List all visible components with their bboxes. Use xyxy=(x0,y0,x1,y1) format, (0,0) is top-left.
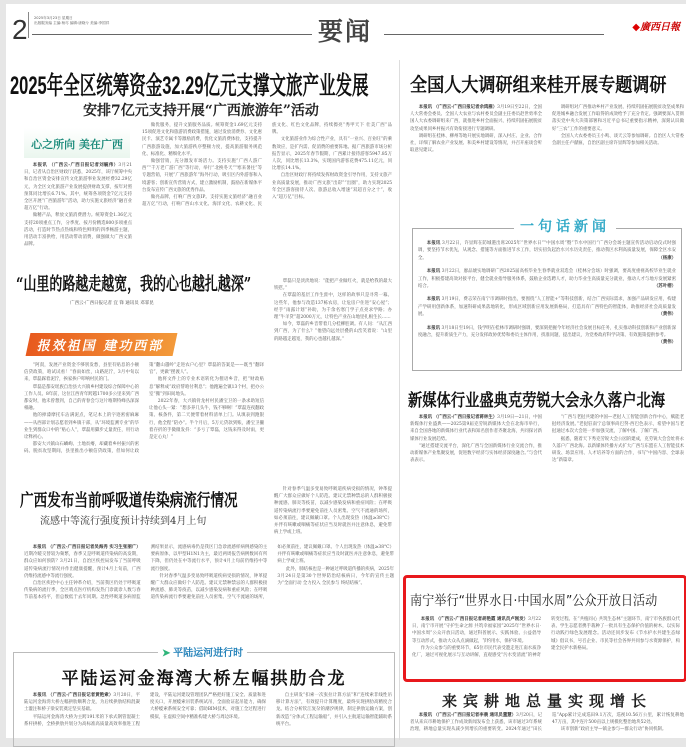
subheadline-lead: 安排7亿元支持开展“广西旅游年”活动 xyxy=(83,103,319,119)
story2-body-lower: “阿叔，发展产业资金不够别发愁，县里有贴息的小额信贷政策，咱试试看！”春雨如丝，山路泥泞，3月中旬以来，覃磊踩着泥泞，挨家挨户叩响村民的门。 覃磊是都安瑶族自治县大兴镇乡村建设综合保障中心的工作人员。8年前，这位江西青年跨越1700多公里来到广西都安时，他未曾想到，自己的青春会与这片喀斯特峰丛深深相融。 他的掉漆摩托车沾满泥点，笔记本上的字迹密密麻麻——从西部计划志愿者到乡镇干部，从“环境监测专业”的毕业生到群众口中的“贴心人”，覃磊用脚步丈量责任，用行动诠释初心。 都安大兴镇山石嶙峋、土地贫瘠，却藏着乡村振兴的密码。脱贫攻坚期间，县里推出小额信贷政策，但如何让政策“翻山越岭”走进农户心里？覃磊的答案是——既当“翻译官”，更做“摆渡人”。 他将文件上的专业术语转化为俚语乡音，把“财政贴息”解释成“政府帮咱付利息”；他跑遍全镇13个村，把办公室“搬”到田间地头。 2022年春，大兴镇骨龙村村民潘宝卫的一条求助短信让他心头一紧：“想多养几头牛，钱不够啊！”覃磊连夜翻政策、核条件，第二天便带着材料清单上门。从填表到跑银行，他全程“陪办”。半个月后，5万元贷款到账，潘宝卫攥着存折的手微微发抖：“多亏了覃磊，这钱来得及时雨，更是定心丸！” xyxy=(24,363,264,455)
briefs-title: 一句话新闻 xyxy=(514,216,616,236)
column-divider xyxy=(399,60,400,740)
water-day-body: 本报讯 （广西云-广西日报记者胡艳霞 通讯员卢刚发）3月22日，南宁市开展“守护生命之源 共筑幸福家园”2025年“世界水日·中国水周”公众开放日活动，通过科普展示、实践体验、公益倡导等互动形式，推动大众从点滴做起，节约用水，保护环境。 作为公众参与的重要环节，65位市民代表受邀走进江南水质净化厂，通过可视化展示与互动讲解，直观感受“污水变清流”的神奇转变过程。在“共植同心 共筑生态林”主题环节，南宁市各族群众代表、学生志愿者携手栽种了一批具有生态保护价值的树木，以实际行动践行绿色发展理念。活动还同步发布《节水护水共建生态绿城》倡议书，号召企业、市民等社会各界共同参与水资源保护，构建全民护水新格局。 xyxy=(412,617,680,659)
brief-item: 本报讯 3月19日，费志荣在南宁市调研时指出，要围绕“人工智能+”等科技创新，结合广西实际需求，加强产品研发应用，构建产学研用创新体系，加速科研成果落地转化，形成区域创新应用发展新格局，打造具有广西特色的智能体，助推经济社会高质量发展。 （黄伟） xyxy=(418,297,676,318)
brief-item: 本报讯 3月22日，廖品琥实地调研广西2025届高校毕业生春季就业双选会（桂林分会场）时强调，要高度重视高校毕业生就业工作，积极搭建高效对接平台，健全就业指导服务体系，鼓励企业选聘人才，助力毕业生高质量充分就业，推动人才与地方发展紧密结合。 （苏叶榕） xyxy=(418,269,676,290)
headline-laibin: 来宾耕地总量实现增长 xyxy=(441,692,652,710)
canal-logo-icon: ➤ xyxy=(162,648,171,659)
subheadline-story3: 流感中等流行强度预计持续到4月上旬 xyxy=(40,516,207,527)
headline-canal: 平陆运河金海湾大桥左幅拱肋合龙 xyxy=(61,669,347,689)
campaign-banner: 报效祖国 建功西部 xyxy=(26,333,177,356)
story3-col3-top: 针对春季气温多变易致呼吸道疾病受损的情况，钟革提醒广大群众应做好个人防范。建议无禁种禁忌的人群积极接种流感、肺炎等疫苗，以减少感染发病和重症风险；在呼吸道传染病流行季要避免前往人员密集、空气不流通的场所，如必须前往，建议佩戴口罩。个人出现发热（体温≥38°C）并伴有咳嗽或咽痛等症状应当及时就医并注意休息，避免带病上学或上班。 xyxy=(274,487,392,536)
canal-body: 本报讯 （广西云-广西日报记者黄艳索）3月20日，平陆运河金海湾大桥左幅拱肋顺利合龙，为后续拱肋结构混凝土灌注和桥子梁安装奠定坚实基础。 平陆运河金海湾大桥为主跨191米的下承式钢管混凝土系杆拱桥，全桥拱肋共划分为高标准高质量高效率推进工程建设，平陆运河建设管理团队严格把好施工安全、质量和进度关口，开展缆索吊装系统试吊，全面验证起吊能力，确保大桥缆索系统安全可靠；借助BIM技术，对施工全过程进行模拟，在虚拟空间中精准构建大桥与周边环境。 自主研发“扣索一次张拉计算方法”和“连续索非线性吊移计算方法”，有效提升计算精度，最终实现拱肋高精度合龙。结合分析钦江复杂的潮汐规律，制定拱肋运输方案，创新改造“分体式工程运输船”，并引入主航道运输智能辅助系统平台。 xyxy=(24,693,392,727)
newspaper-logo: ◆廣西日報 xyxy=(632,22,680,33)
headline-media: 新媒体行业盛典克劳锐大会永久落户北海 xyxy=(408,391,666,411)
brief-item: 本报讯 3月22日，许显辉在防城港出席2025年“世界水日”“中国水周”暨“节水中国行”广西分会场主题宣传活动启动仪式时强调，要坚持节水优先，从观念、措施等方面推进节水工作，切实扭负起治水兴水历史责任，推动我区水利高质量发展，保障全区水安全。 （杨康） xyxy=(418,241,676,261)
editors: 出版服务编 主编:杨尽 编辑:唐晓兮 美编:李国祥 xyxy=(34,21,110,25)
header-meta xyxy=(34,16,109,26)
briefs-list xyxy=(418,240,676,347)
headline-lead: 2025年全区统筹资金32.29亿元支撑文旅产业发展 xyxy=(10,72,369,100)
section-title: 要闻 xyxy=(318,17,373,46)
byline-story2: 广西云-广西日报记者 宜 锋 通讯员 邓霏昆 xyxy=(70,301,154,306)
story2-col3: 覃磊只是淡淡地说：“能把产业做红火，就是给我的最大铁慰。” 在覃磊的基层工作生涯中，这样的故事只是寻常一幕。这些年，他参与改造137栋农房，让危房户住进“安心屋”；经手“雨露计划”补助，为千余名寒门学子点亮求学路；办理“牛羊贷”超2000万元，让特色产业在山地里扎根生长…… 如今，覃磊的乡音带着几分桂柳腔调。有人问：“从江西到广西，为了什么？”他望向远处层叠的山峦笑着说：“山里的路越走越宽，我的心也越扎越深。” xyxy=(274,279,392,342)
divider xyxy=(28,12,29,38)
newspaper-page xyxy=(6,4,686,738)
header-rule xyxy=(32,34,312,35)
brief-item: 本报讯 3月18日至19日，钱学明在桂林市调研时强调，要深刻把握今年经济社会发展目标任务，扎实推动科技创新和产业创新深度融合，提升新质生产力，充分发挥政协优势和委员主体作用，找准问题，提出建议，为党委政府科学决策、有效施策提供参考。 （黄伟） xyxy=(418,325,676,346)
headline-story3: 广西发布当前呼吸道传染病流行情况 xyxy=(20,491,238,511)
canal-banner: ➤ 平陆运河进行时 xyxy=(158,644,247,659)
story3-body: 本报讯 （广西云-广西日报记者吴海秀 实习生张丽广）近期冷暖交替较为频繁，春季又是呼吸道传染病的高发期，群众应如何预防？3月21日，自治区疾控局发布了当前呼吸道传染病流行情况并作出健康提醒，预计4月上旬前，广西仍维持流感中等流行强度。 自治区疾控中心主任钟革介绍，当前我区仍处于呼吸道传染病的流行季，全区哨点医疗机构发热门诊就诊人数与春节前基本持平，但总数低于去年同期。急性呼吸道多病原监测结果显示，流感病毒仍是我区门急诊流感样病例感染的主要病原体，以甲型H1N1为主，最近两周报告病例数回有所下降，但仍处在中等流行水平，预计4月上旬前仍维持中等流行强度。 针对春季气温多变易致呼吸道疾病受损的情况，钟革提醒广大群众应做好个人防范。建议无禁种禁忌的人群积极接种流感、肺炎等疫苗，以减少感染发病和重症风险；在呼吸道传染病流行季要避免前往人员密集、空气不流通的场所，如必须前往，建议佩戴口罩。个人出现发热（体温≥38°C）并伴有咳嗽或咽痛等症状应当及时就医并注意休息，避免带病上学或上班。 此外，肺结核也是一种通过呼吸道传播的疾病，2025年3月24日是第30个世界防治结核病日，今年的宣传主题为“全面行动 全力投入 全民参与 终结结核”。 xyxy=(24,545,394,601)
npc-body: 本报讯 （广西云-广西日报记者余鸿雁）3月19日至22日，全国人大常委会委员、全国人大农业与农村委员会副主任委员赵世勇率全国人大农委调研组来广西，就推进乡村全面振兴、持续巩固拓展脱贫攻坚成果同乡村振兴有效衔接进行专题调研。 调研组在桂林、柳州等地开展实地调研，深入村庄、企业、合作社，详细了解农业产业发展、和美乡村建设等情况，并召开座谈会听取意见建议。 调研组对广西推动乡村产业发展、持续巩固拓展脱贫攻坚成果和促进城乡融合发展工作取得的成效给予了充分肯定。强调要深入贯彻落实党中央大决策部署和习近平总书记重要指示精神，深刻认识做好“三农”工作的重要意义。 全国人大农委委员王小鸣、谈天云等参加调研。自治区人大常委会副主任卢献匾，自治区副主席许显辉等参加相关活动。 xyxy=(410,105,684,154)
headline-water-day: 南宁举行“世界水日·中国水周”公众开放日活动 xyxy=(410,593,658,609)
headline-npc: 全国人大调研组来桂开展专题调研 xyxy=(410,74,667,96)
laibin-body: 本报讯 （广西云-广西日报记者李晨 通讯员董慧）3月20日，记者从来宾市耕地保护工作成效新闻发布会上获悉，该市通过3年系统治理，耕地总量实现从减少到增长的重要转变。2024年通过“田长巡”App累计完成巡田9.1万次，巡视10.56万公里，累计恢复耕地47万亩，其中连片500亩以上规模化整治地块52处。 该市创新“政府主导—镇企参与—群众行动”协同机制。 xyxy=(410,713,684,733)
issue-date: 2025年3月23日 星期日 xyxy=(34,16,73,20)
header-rule xyxy=(384,34,604,35)
lead-col1: 本报讯 （广西云-广西日报记者刘毓伟）3月21日，记者从自治区财政厅获悉，2025年，该厅统筹中央和自治区资金安排宣传文化旅游事业发展经费32.29亿元，为全区文化旅游产业发展提供财政支撑，按年对照预算同比增长6.71%。其中，统筹各项资金7亿元支持全区开展“广西旅游年”活动，助力实施文旅经济“融百业超万亿”行动。 做精产品，释放文旅消费潜力。统筹资金1.36亿元支持20项重点工作，分季度、按月份精选800多项重点活动，打造时节热点热线和特色鲜明的四季畅游主题，用活动丰富供给，用活动带动消费，做强做大广西文旅品牌。 xyxy=(24,163,132,248)
lead-col23: 做优服务，提升文旅服务品质。统筹资金1.69亿元支持15项促进文化和旅游消费政策措施，通过发放消费券、文化惠民卡、演艺专属卡等激励消费，优化文旅消费体验，支持提升广西旅游设施，加大旅游秩序整顿力度，提高旅游服务规范化、标准化、精细化水平。 做强营销，充分激发市场活力。支持实施“广西人游广西”“千万老广游广西”等行动，举行“北换冬天”“寒来暑往”等专题营销，开展“广西旅游年”海外行动，吸引区内外游客和入境游客；创新宣传营销方式，建立激励机制，鼓励在新媒体平台发布宣传广西文旅的优秀作品。 做亮品牌，打响广西文旅IP。支持实施文旅经济“融百业超万亿”行动，打响广西山水文化、海洋文化、农耕文化、民族文化、红色文化品牌，持续擦亮“秀甲天下 壮美广西”品牌。 文化旅游业作为综合性产业，具有“一业兴、百业旺”的乘数效应，是扩内需、促消费的重要阵地。据广西旅游市场分析报告显示，2025年春节假期，广西累计接待游客5947.85万人次，同比增长13.3%，实现国内游客花费475.11亿元，同比增长14.1%。 自治区财政厅将持续发挥财政资金引导作用，支持文旅产业高质量发展，推动广西文旅“出彩”“出圈”，助力实现2025年全区游客接待人次、旅游总收入增速“双超百分之十”，收入“超万亿”目标。 xyxy=(142,123,392,208)
headline-story2: “山里的路越走越宽，我的心也越扎越深” xyxy=(16,274,252,295)
page-number: 2 xyxy=(12,14,28,45)
media-body: 本报讯 （广西云-广西日报记者蒋林生）3月19日—21日，中国新媒体行业盛典——2025第9届克劳锐新媒体大会在北海市举行，来自全国各地的新媒体行业代表和知名创作者齐聚北海，共同探讨新媒体行业发展趋势。 “通过搭建交流平台，深化广西与全国新媒体行业交流合作，推动新媒体产业集聚发展，促进数字经济与实体经济深度融合。”与会代表表示。 “广西与老挝共建的中国—老挝人工智能创新合作中心，赋能老挝经济发展。”老挝驻南宁总领事尚巴努·西巴色表示，希望中国与老挝通过本次大会进一步加强交流，了解中国、了解广西。 据悉，随着天下秀克劳锐大会公园的建成，克劳锐大会会址将永久落户广西北海。以新媒体传播方式扩大广西与东盟在人工智能技术研发、场景应用、人才培养等方面的合作，书写“中国内容、全球表达”新篇章。 xyxy=(410,415,684,464)
campaign-logo: 心之所向 美在广西 xyxy=(24,128,130,158)
